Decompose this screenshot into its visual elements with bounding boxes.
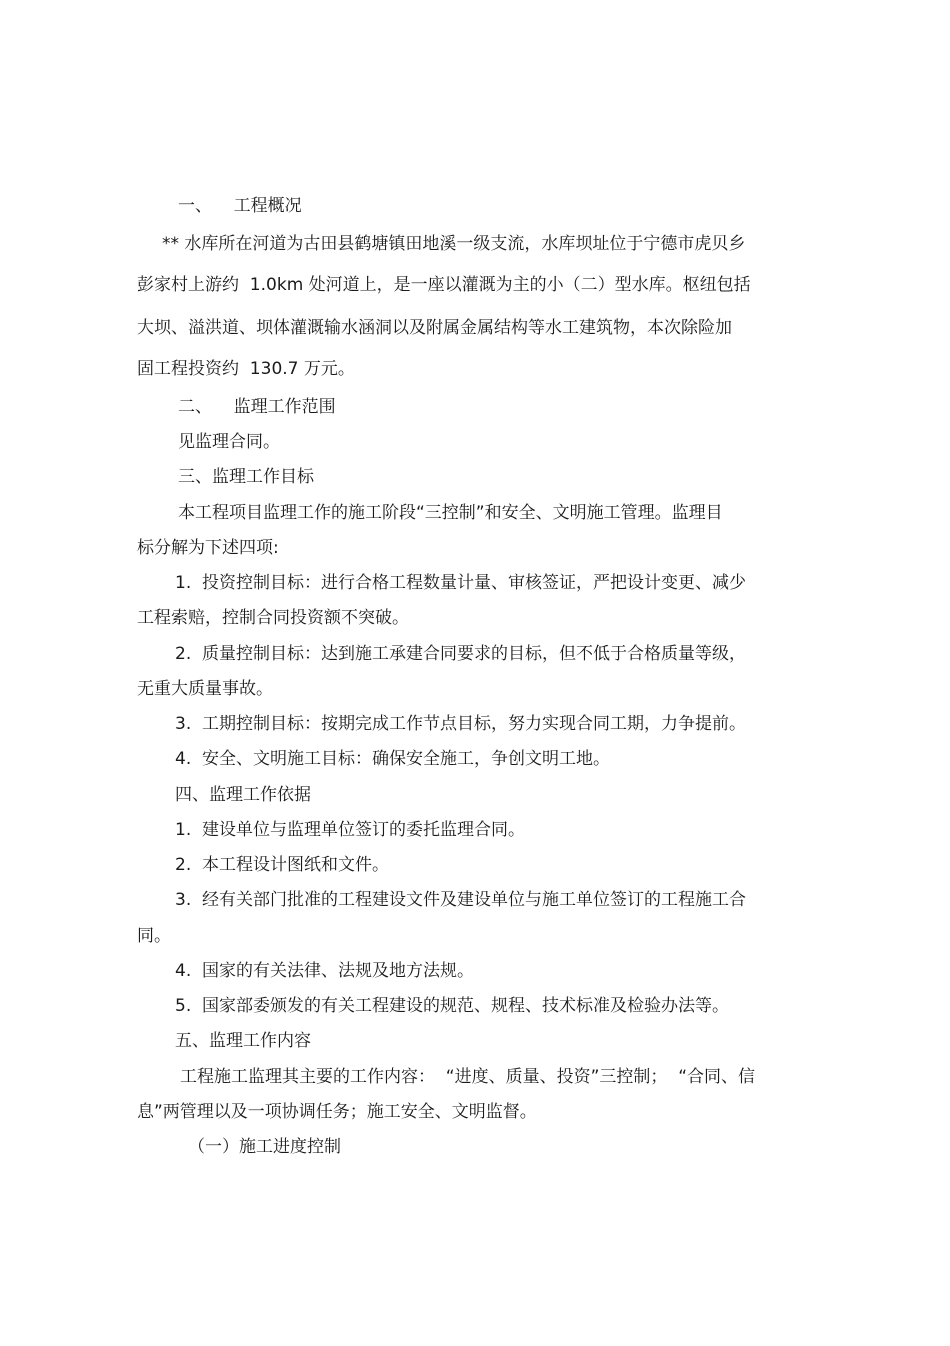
section-1-paragraph-line: 大坝、溢洪道、坝体灌溉输水涵洞以及附属金属结构等水工建筑物，本次除险加 xyxy=(137,318,732,338)
goal-item: 3. 工期控制目标：按期完成工作节点目标，努力实现合同工期，力争提前。 xyxy=(175,714,747,734)
section-3-intro-line: 标分解为下述四项: xyxy=(137,538,279,558)
subsection-heading: （一）施工进度控制 xyxy=(188,1137,341,1157)
section-2-heading: 二、 监理工作范围 xyxy=(178,397,336,417)
basis-item-continuation: 同。 xyxy=(137,926,171,946)
basis-item: 2. 本工程设计图纸和文件。 xyxy=(175,855,390,875)
goal-item: 2. 质量控制目标：达到施工承建合同要求的目标，但不低于合格质量等级， xyxy=(175,644,747,664)
goal-item: 1. 投资控制目标：进行合格工程数量计量、审核签证，严把设计变更、减少 xyxy=(175,573,747,593)
section-1-paragraph-line: ** 水库所在河道为古田县鹤塘镇田地溪一级支流，水库坝址位于宁德市虎贝乡 xyxy=(162,234,746,254)
goal-item-continuation: 无重大质量事故。 xyxy=(137,679,273,699)
section-2-paragraph: 见监理合同。 xyxy=(178,432,280,452)
basis-item: 4. 国家的有关法律、法规及地方法规。 xyxy=(175,961,475,981)
section-3-intro-line: 本工程项目监理工作的施工阶段“三控制”和安全、文明施工管理。监理目 xyxy=(178,503,723,523)
section-1-heading: 一、 工程概况 xyxy=(178,196,302,216)
section-3-heading: 三、监理工作目标 xyxy=(178,467,314,487)
section-5-paragraph-line: 工程施工监理其主要的工作内容： “进度、质量、投资”三控制； “合同、信 xyxy=(180,1067,756,1087)
section-5-heading: 五、监理工作内容 xyxy=(175,1031,311,1051)
goal-item-continuation: 工程索赔，控制合同投资额不突破。 xyxy=(137,608,409,628)
section-5-paragraph-line: 息”两管理以及一项协调任务；施工安全、文明监督。 xyxy=(137,1102,537,1122)
basis-item: 5. 国家部委颁发的有关工程建设的规范、规程、技术标准及检验办法等。 xyxy=(175,996,730,1016)
section-1-paragraph-line: 固工程投资约 130.7 万元。 xyxy=(137,359,355,379)
section-1-paragraph-line: 彭家村上游约 1.0km 处河道上，是一座以灌溉为主的小（二）型水库。枢纽包括 xyxy=(137,275,751,295)
basis-item: 3. 经有关部门批准的工程建设文件及建设单位与施工单位签订的工程施工合 xyxy=(175,890,747,910)
basis-item: 1. 建设单位与监理单位签订的委托监理合同。 xyxy=(175,820,526,840)
section-4-heading: 四、监理工作依据 xyxy=(175,785,311,805)
goal-item: 4. 安全、文明施工目标：确保安全施工，争创文明工地。 xyxy=(175,749,611,769)
